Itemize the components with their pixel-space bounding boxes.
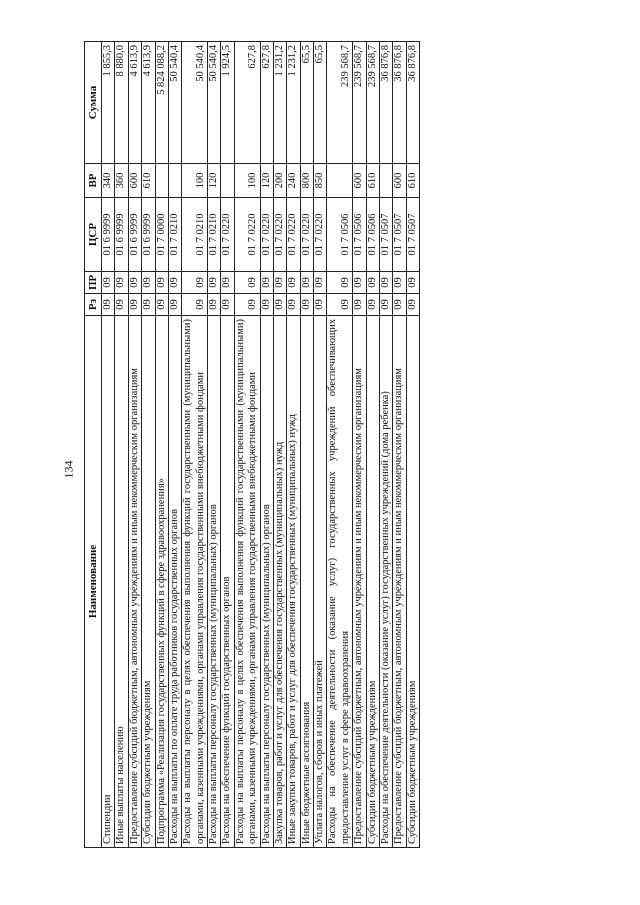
table-row: [155, 42, 168, 848]
row-pr: 09: [221, 272, 234, 294]
row-sum: 4 613,9: [142, 42, 155, 164]
row-rz: 09: [379, 294, 392, 316]
row-sum: 50 540,4: [208, 42, 221, 164]
row-rz: 09: [260, 294, 273, 316]
row-csr: 01 7 0506: [327, 198, 353, 272]
row-csr: 01 7 0220: [287, 198, 300, 272]
row-name: Стипендии: [102, 316, 115, 848]
row-vr: 610: [406, 164, 419, 198]
row-pr: 09: [115, 272, 128, 294]
row-name: Иные выплаты населению: [115, 316, 128, 848]
page-number: 134: [61, 460, 76, 479]
header-csr: ЦСР: [85, 198, 102, 272]
table-row: [234, 42, 260, 848]
row-name: Уплата налогов, сборов и иных платежей: [314, 316, 327, 848]
row-csr: 01 6 9999: [128, 198, 141, 272]
table-row: [142, 42, 155, 848]
row-name: Расходы на обеспечение функций государственных органов: [221, 316, 234, 848]
table-row: [314, 42, 327, 848]
table-row: [406, 42, 419, 848]
row-sum: 36 876,8: [393, 42, 406, 164]
row-sum: 5 824 088,2: [155, 42, 168, 164]
row-rz: 09: [406, 294, 419, 316]
row-csr: 01 7 0507: [379, 198, 392, 272]
header-sum: Сумма: [85, 42, 102, 164]
row-sum: 239 568,7: [366, 42, 379, 164]
row-sum: 8 880,0: [115, 42, 128, 164]
table-row: [168, 42, 181, 848]
row-sum: 1 231,2: [287, 42, 300, 164]
row-vr: [327, 164, 353, 198]
row-pr: 09: [182, 272, 208, 294]
row-pr: 09: [300, 272, 313, 294]
row-rz: 09: [366, 294, 379, 316]
row-sum: 65,5: [314, 42, 327, 164]
row-csr: 01 7 0220: [234, 198, 260, 272]
row-name: Предоставление субсидий бюджетным, автономным учреждениям и иным некоммерческим организациям: [393, 316, 406, 848]
table-row: [221, 42, 234, 848]
row-csr: 01 7 0210: [182, 198, 208, 272]
row-pr: 09: [273, 272, 286, 294]
row-vr: 610: [366, 164, 379, 198]
row-vr: [168, 164, 181, 198]
table-row: [366, 42, 379, 848]
table-row: [102, 42, 115, 848]
table-row: [287, 42, 300, 848]
row-vr: 600: [393, 164, 406, 198]
row-csr: 01 7 0507: [393, 198, 406, 272]
row-rz: 09: [234, 294, 260, 316]
budget-table: [84, 41, 420, 848]
row-csr: 01 7 0220: [314, 198, 327, 272]
row-csr: 01 6 9999: [142, 198, 155, 272]
row-rz: 09: [327, 294, 353, 316]
row-csr: 01 7 0220: [273, 198, 286, 272]
row-csr: 01 7 0000: [155, 198, 168, 272]
row-pr: 09: [314, 272, 327, 294]
table-row: [393, 42, 406, 848]
row-vr: 100: [234, 164, 260, 198]
row-rz: 09: [182, 294, 208, 316]
row-vr: 800: [300, 164, 313, 198]
row-vr: [155, 164, 168, 198]
row-vr: 340: [102, 164, 115, 198]
row-csr: 01 7 0507: [406, 198, 419, 272]
row-vr: 600: [128, 164, 141, 198]
table-row: [208, 42, 221, 848]
row-pr: 09: [327, 272, 353, 294]
table-row: [260, 42, 273, 848]
row-name: Субсидии бюджетным учреждениям: [406, 316, 419, 848]
row-rz: 09: [300, 294, 313, 316]
row-csr: 01 7 0210: [168, 198, 181, 272]
row-name: Расходы на обеспечение деятельности (оказание услуг) государственных учреждений (дома ребенка): [379, 316, 392, 848]
row-pr: 09: [366, 272, 379, 294]
table-row: [182, 42, 208, 848]
row-pr: 09: [155, 272, 168, 294]
table-body: [102, 42, 420, 848]
row-pr: 09: [102, 272, 115, 294]
row-name: Субсидии бюджетным учреждениям: [142, 316, 155, 848]
row-name: Расходы на выплаты по оплате труда работников государственных органов: [168, 316, 181, 848]
row-csr: 01 7 0220: [260, 198, 273, 272]
header-rz: Рз: [85, 294, 102, 316]
row-vr: 610: [142, 164, 155, 198]
row-csr: 01 6 9999: [115, 198, 128, 272]
row-vr: [379, 164, 392, 198]
row-sum: 627,8: [234, 42, 260, 164]
header-name: Наименование: [85, 316, 102, 848]
row-name: Расходы на выплаты персоналу государственных (муниципальных) органов: [208, 316, 221, 848]
row-sum: 627,8: [260, 42, 273, 164]
row-rz: 09: [314, 294, 327, 316]
row-sum: 239 568,7: [353, 42, 366, 164]
row-name: Субсидии бюджетным учреждениям: [366, 316, 379, 848]
row-name: Подпрограмма «Реализация государственных функций в сфере здравоохранения»: [155, 316, 168, 848]
table-row: [128, 42, 141, 848]
row-sum: 1 924,5: [221, 42, 234, 164]
row-vr: [221, 164, 234, 198]
row-rz: 09: [353, 294, 366, 316]
row-sum: 50 540,4: [182, 42, 208, 164]
row-name: Расходы на выплаты персоналу в целях обеспечения выполнения функций государственными (муниципальными) органами, казенными учреждениями, органами управления государственными внебюджетными фондами: [234, 316, 260, 848]
row-pr: 09: [406, 272, 419, 294]
table-row: [273, 42, 286, 848]
row-pr: 09: [142, 272, 155, 294]
row-vr: 120: [260, 164, 273, 198]
row-sum: 4 613,9: [128, 42, 141, 164]
row-sum: 1 855,3: [102, 42, 115, 164]
row-rz: 09: [273, 294, 286, 316]
row-rz: 09: [221, 294, 234, 316]
row-sum: 239 568,7: [327, 42, 353, 164]
row-vr: 120: [208, 164, 221, 198]
row-csr: 01 7 0220: [300, 198, 313, 272]
row-csr: 01 7 0506: [366, 198, 379, 272]
table-row: [353, 42, 366, 848]
row-name: Закупка товаров, работ и услуг для обеспечения государственных (муниципальных) нужд: [273, 316, 286, 848]
row-pr: 09: [168, 272, 181, 294]
row-rz: 09: [142, 294, 155, 316]
row-rz: 09: [208, 294, 221, 316]
row-name: Расходы на выплаты персоналу государственных (муниципальных) органов: [260, 316, 273, 848]
table-row: [115, 42, 128, 848]
row-rz: 09: [102, 294, 115, 316]
row-rz: 09: [393, 294, 406, 316]
row-vr: 600: [353, 164, 366, 198]
row-vr: 360: [115, 164, 128, 198]
row-rz: 09: [128, 294, 141, 316]
row-sum: 36 876,8: [406, 42, 419, 164]
header-vr: ВР: [85, 164, 102, 198]
table-row: [327, 42, 353, 848]
row-rz: 09: [115, 294, 128, 316]
row-csr: 01 6 9999: [102, 198, 115, 272]
row-name: Иные закупки товаров, работ и услуг для обеспечения государственных (муниципальных) нужд: [287, 316, 300, 848]
row-name: Предоставление субсидий бюджетным, автономным учреждениям и иным некоммерческим организациям: [128, 316, 141, 848]
row-sum: 36 876,8: [379, 42, 392, 164]
row-vr: 100: [182, 164, 208, 198]
row-pr: 09: [128, 272, 141, 294]
row-vr: 850: [314, 164, 327, 198]
row-vr: 200: [273, 164, 286, 198]
row-pr: 09: [353, 272, 366, 294]
row-csr: 01 7 0220: [221, 198, 234, 272]
row-pr: 09: [208, 272, 221, 294]
row-rz: 09: [287, 294, 300, 316]
row-sum: 1 231,2: [273, 42, 286, 164]
row-name: Предоставление субсидий бюджетным, автономным учреждениям и иным некоммерческим организациям: [353, 316, 366, 848]
row-name: Иные бюджетные ассигнования: [300, 316, 313, 848]
row-rz: 09: [168, 294, 181, 316]
table-row: [300, 42, 313, 848]
row-csr: 01 7 0210: [208, 198, 221, 272]
row-name: Расходы на выплаты персоналу в целях обеспечения выполнения функций государственными (муниципальными) органами, казенными учреждениями, органами управления государственными внебюджетными фондами: [182, 316, 208, 848]
table-header-row: [85, 42, 102, 848]
rotated-page-content: [84, 42, 420, 848]
row-pr: 09: [260, 272, 273, 294]
row-pr: 09: [287, 272, 300, 294]
row-pr: 09: [234, 272, 260, 294]
row-name: Расходы на обеспечение деятельности (оказание услуг) государственных учреждений обеспечивающих предоставление услуг в сфере здравоохранения: [327, 316, 353, 848]
row-sum: 50 540,4: [168, 42, 181, 164]
row-pr: 09: [379, 272, 392, 294]
row-csr: 01 7 0506: [353, 198, 366, 272]
table-row: [379, 42, 392, 848]
row-sum: 65,5: [300, 42, 313, 164]
row-rz: 09: [155, 294, 168, 316]
row-pr: 09: [393, 272, 406, 294]
row-vr: 240: [287, 164, 300, 198]
header-pr: ПР: [85, 272, 102, 294]
